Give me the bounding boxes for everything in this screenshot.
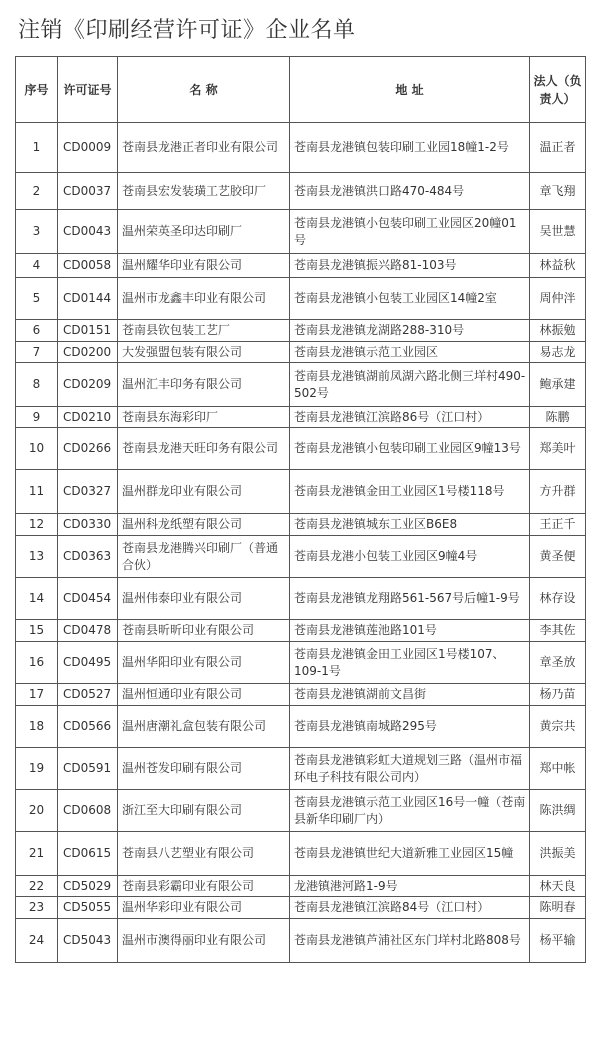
legal-representative: 林振勉	[530, 320, 586, 342]
company-address: 龙港镇港河路1-9号	[290, 876, 530, 897]
table-header-row	[16, 57, 586, 123]
license-number: CD0209	[58, 363, 118, 407]
license-number: CD0495	[58, 642, 118, 684]
company-address: 苍南县龙港镇金田工业园区1号楼107、109-1号	[290, 642, 530, 684]
table-row	[16, 470, 586, 514]
row-number: 14	[16, 578, 58, 620]
legal-representative: 郑中帐	[530, 748, 586, 790]
row-number: 24	[16, 919, 58, 963]
header-name: 名 称	[118, 57, 290, 123]
legal-representative: 方升群	[530, 470, 586, 514]
table-row	[16, 790, 586, 832]
table-body	[16, 123, 586, 963]
legal-representative: 鲍承建	[530, 363, 586, 407]
legal-representative: 易志龙	[530, 342, 586, 363]
legal-representative: 林天良	[530, 876, 586, 897]
row-number: 5	[16, 278, 58, 320]
company-name: 温州群龙印业有限公司	[118, 470, 290, 514]
row-number: 1	[16, 123, 58, 173]
company-address: 苍南县龙港镇湖前凤湖六路北侧三垟村490-502号	[290, 363, 530, 407]
company-name: 苍南县龙港腾兴印刷厂（普通合伙）	[118, 536, 290, 578]
legal-representative: 李其佐	[530, 620, 586, 642]
company-name: 苍南县龙港天旺印务有限公司	[118, 428, 290, 470]
company-address: 苍南县龙港镇小包装工业园区14幢2室	[290, 278, 530, 320]
legal-representative: 洪振美	[530, 832, 586, 876]
table-row	[16, 342, 586, 363]
legal-representative: 章圣放	[530, 642, 586, 684]
company-name: 大发强盟包装有限公司	[118, 342, 290, 363]
license-number: CD0591	[58, 748, 118, 790]
legal-representative: 章飞翔	[530, 173, 586, 210]
license-number: CD0037	[58, 173, 118, 210]
row-number: 10	[16, 428, 58, 470]
license-number: CD0327	[58, 470, 118, 514]
company-name: 苍南县钦包装工艺厂	[118, 320, 290, 342]
company-address: 苍南县龙港镇城东工业区B6E8	[290, 514, 530, 536]
company-name: 温州伟泰印业有限公司	[118, 578, 290, 620]
row-number: 17	[16, 684, 58, 706]
row-number: 8	[16, 363, 58, 407]
company-address: 苍南县龙港镇示范工业园区	[290, 342, 530, 363]
company-address: 苍南县龙港镇彩虹大道规划三路（温州市福环电子科技有限公司内）	[290, 748, 530, 790]
company-address: 苍南县龙港镇江滨路86号（江口村）	[290, 407, 530, 428]
row-number: 13	[16, 536, 58, 578]
row-number: 3	[16, 210, 58, 254]
legal-representative: 郑美叶	[530, 428, 586, 470]
table-row	[16, 254, 586, 278]
row-number: 20	[16, 790, 58, 832]
company-address: 苍南县龙港镇金田工业园区1号楼118号	[290, 470, 530, 514]
license-number: CD0266	[58, 428, 118, 470]
table-row	[16, 173, 586, 210]
row-number: 2	[16, 173, 58, 210]
license-number: CD0144	[58, 278, 118, 320]
company-name: 温州市澳得丽印业有限公司	[118, 919, 290, 963]
table-row	[16, 536, 586, 578]
company-name: 温州市龙鑫丰印业有限公司	[118, 278, 290, 320]
legal-representative: 陈洪绸	[530, 790, 586, 832]
license-number: CD0058	[58, 254, 118, 278]
company-address: 苍南县龙港镇龙翔路561-567号后幢1-9号	[290, 578, 530, 620]
table-row	[16, 407, 586, 428]
table-row	[16, 919, 586, 963]
license-number: CD0566	[58, 706, 118, 748]
license-number: CD5029	[58, 876, 118, 897]
company-address: 苍南县龙港镇洪口路470-484号	[290, 173, 530, 210]
table-row	[16, 428, 586, 470]
legal-representative: 王正千	[530, 514, 586, 536]
license-number: CD0527	[58, 684, 118, 706]
table-row	[16, 897, 586, 919]
legal-representative: 周仲泮	[530, 278, 586, 320]
legal-representative: 林存设	[530, 578, 586, 620]
row-number: 23	[16, 897, 58, 919]
company-name: 温州荣英圣印达印刷厂	[118, 210, 290, 254]
license-number: CD0363	[58, 536, 118, 578]
row-number: 9	[16, 407, 58, 428]
table-row	[16, 684, 586, 706]
legal-representative: 陈鹏	[530, 407, 586, 428]
company-address: 苍南县龙港镇振兴路81-103号	[290, 254, 530, 278]
company-name: 苍南县彩霸印业有限公司	[118, 876, 290, 897]
license-number: CD0210	[58, 407, 118, 428]
table-row	[16, 514, 586, 536]
row-number: 15	[16, 620, 58, 642]
row-number: 12	[16, 514, 58, 536]
license-number: CD0043	[58, 210, 118, 254]
company-name: 温州唐潮礼盒包装有限公司	[118, 706, 290, 748]
header-address: 地 址	[290, 57, 530, 123]
page-title: 注销《印刷经营许可证》企业名单	[18, 18, 356, 43]
company-address: 苍南县龙港小包装工业园区9幢4号	[290, 536, 530, 578]
company-address: 苍南县龙港镇世纪大道新雅工业园区15幢	[290, 832, 530, 876]
license-number: CD0200	[58, 342, 118, 363]
table-row	[16, 748, 586, 790]
header-license: 许可证号	[58, 57, 118, 123]
company-name: 温州耀华印业有限公司	[118, 254, 290, 278]
cancellation-table	[15, 56, 586, 963]
license-number: CD0330	[58, 514, 118, 536]
legal-representative: 吴世慧	[530, 210, 586, 254]
license-number: CD0009	[58, 123, 118, 173]
row-number: 19	[16, 748, 58, 790]
company-address: 苍南县龙港镇芦浦社区东门垟村北路808号	[290, 919, 530, 963]
table-row	[16, 832, 586, 876]
company-address: 苍南县龙港镇龙湖路288-310号	[290, 320, 530, 342]
row-number: 4	[16, 254, 58, 278]
table-row	[16, 123, 586, 173]
company-name: 温州恒通印业有限公司	[118, 684, 290, 706]
table-row	[16, 320, 586, 342]
license-number: CD0454	[58, 578, 118, 620]
row-number: 18	[16, 706, 58, 748]
company-name: 浙江至大印刷有限公司	[118, 790, 290, 832]
table-row	[16, 278, 586, 320]
company-name: 苍南县八艺塑业有限公司	[118, 832, 290, 876]
legal-representative: 黄圣便	[530, 536, 586, 578]
company-name: 苍南县宏发装璜工艺胶印厂	[118, 173, 290, 210]
company-name: 苍南县东海彩印厂	[118, 407, 290, 428]
legal-representative: 林益秋	[530, 254, 586, 278]
table-row	[16, 876, 586, 897]
company-address: 苍南县龙港镇小包装印刷工业园区9幢13号	[290, 428, 530, 470]
license-number: CD0608	[58, 790, 118, 832]
row-number: 11	[16, 470, 58, 514]
row-number: 7	[16, 342, 58, 363]
license-number: CD5055	[58, 897, 118, 919]
company-name: 温州华阳印业有限公司	[118, 642, 290, 684]
table-row	[16, 363, 586, 407]
legal-representative: 杨平输	[530, 919, 586, 963]
company-address: 苍南县龙港镇莲池路101号	[290, 620, 530, 642]
company-name: 温州汇丰印务有限公司	[118, 363, 290, 407]
company-name: 苍南县昕昕印业有限公司	[118, 620, 290, 642]
table-row	[16, 642, 586, 684]
company-name: 苍南县龙港正者印业有限公司	[118, 123, 290, 173]
license-number: CD5043	[58, 919, 118, 963]
table-row	[16, 620, 586, 642]
company-address: 苍南县龙港镇小包装印刷工业园区20幢01号	[290, 210, 530, 254]
company-address: 苍南县龙港镇包装印刷工业园18幢1-2号	[290, 123, 530, 173]
table-row	[16, 210, 586, 254]
company-name: 温州苍发印刷有限公司	[118, 748, 290, 790]
row-number: 6	[16, 320, 58, 342]
company-address: 苍南县龙港镇示范工业园区16号一幢（苍南县新华印刷厂内）	[290, 790, 530, 832]
row-number: 16	[16, 642, 58, 684]
table-row	[16, 578, 586, 620]
table-row	[16, 706, 586, 748]
row-number: 22	[16, 876, 58, 897]
header-seq: 序号	[16, 57, 58, 123]
company-name: 温州华彩印业有限公司	[118, 897, 290, 919]
legal-representative: 陈明春	[530, 897, 586, 919]
company-address: 苍南县龙港镇湖前文昌街	[290, 684, 530, 706]
company-address: 苍南县龙港镇南城路295号	[290, 706, 530, 748]
row-number: 21	[16, 832, 58, 876]
company-address: 苍南县龙港镇江滨路84号（江口村）	[290, 897, 530, 919]
license-number: CD0151	[58, 320, 118, 342]
legal-representative: 杨乃苗	[530, 684, 586, 706]
legal-representative: 黄宗共	[530, 706, 586, 748]
header-legal: 法人（负责人）	[530, 57, 586, 123]
license-number: CD0478	[58, 620, 118, 642]
legal-representative: 温正者	[530, 123, 586, 173]
company-name: 温州科龙纸塑有限公司	[118, 514, 290, 536]
license-number: CD0615	[58, 832, 118, 876]
